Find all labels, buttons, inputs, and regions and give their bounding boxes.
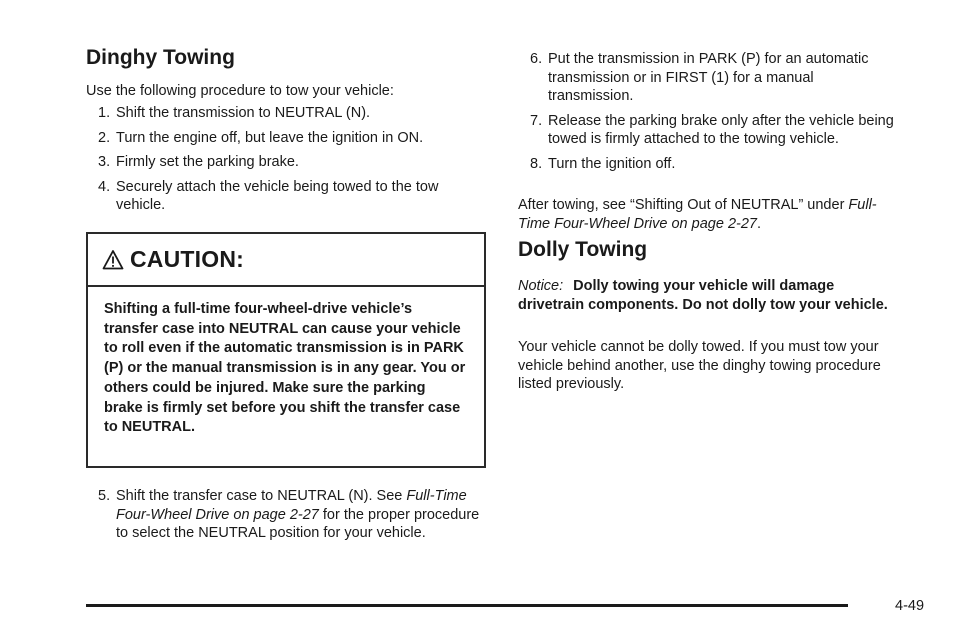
notice-label: Notice: xyxy=(518,278,564,294)
heading-dinghy-towing: Dinghy Towing xyxy=(86,46,235,69)
notice-text: Notice: Dolly towing your vehicle will damage drivetrain components. Do not dolly tow your vehicle. xyxy=(518,278,888,313)
list-item: 3. Firmly set the parking brake. xyxy=(98,154,299,170)
cross-reference: Full-Time Four-Wheel Drive on page 2-27 xyxy=(518,197,877,232)
list-item: 1. Shift the transmission to NEUTRAL (N). xyxy=(98,105,371,121)
page-number: 4-49 xyxy=(895,598,925,614)
dolly-towing-text: Your vehicle cannot be dolly towed. If you must tow your vehicle behind another, use the dinghy towing procedure listed previously. xyxy=(518,339,881,392)
list-item: 6. Put the transmission in PARK (P) for an automatic transmission or in FIRST (1) for a manual transmission. xyxy=(530,51,869,104)
caution-title: CAUTION: xyxy=(130,246,245,272)
list-item: 7. Release the parking brake only after the vehicle being towed is firmly attached to the towing vehicle. xyxy=(530,112,894,147)
cross-reference: Full-Time Four-Wheel Drive on page 2-27 xyxy=(116,488,467,523)
list-item: 5. Shift the transfer case to NEUTRAL (N). See Full-Time Four-Wheel Drive on page 2-27 for the proper procedure to select the NEUTRAL position for your vehicle. xyxy=(98,488,480,541)
intro-text: Use the following procedure to tow your vehicle: xyxy=(86,83,394,99)
after-towing-text: After towing, see “Shifting Out of NEUTRAL” under Full-Time Four-Wheel Drive on page 2-27. xyxy=(518,197,877,232)
warning-triangle-icon xyxy=(102,249,124,271)
list-item: 2. Turn the engine off, but leave the ignition in ON. xyxy=(98,129,424,146)
footer-rule xyxy=(86,604,848,607)
caution-header xyxy=(88,234,484,287)
caution-box xyxy=(86,232,486,468)
steps-list-2 xyxy=(518,50,898,179)
heading-dolly-towing: Dolly Towing xyxy=(518,238,648,261)
steps-list-1 xyxy=(86,104,490,221)
list-item: 8. Turn the ignition off. xyxy=(530,155,676,172)
caution-body: Shifting a full-time four-wheel-drive vehicle’s transfer case into NEUTRAL can cause your vehicle to roll even if the automatic transmission is in PARK (P) or the manual transmission is in any gear. You or others could be injured. Make sure the parking brake is firmly set before you shift the transfer case to NEUTRAL. xyxy=(104,301,466,436)
list-item: 4. Securely attach the vehicle being towed to the tow vehicle. xyxy=(98,178,439,213)
steps-list-5 xyxy=(86,487,490,543)
